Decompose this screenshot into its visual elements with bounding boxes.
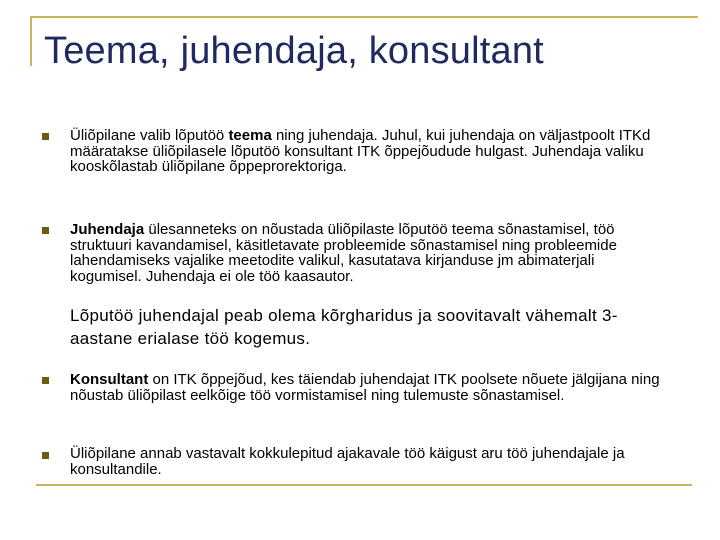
bullet-text-2: Juhendaja ülesanneteks on nõustada üliõpilaste lõputöö teema sõnastamisel, töö struktuuri kavandamisel, käsitletavate probleemide sõnastamisel ning probleemide lahendamiseks vajalike meetodite valikul, kasutatava kirjanduse jm abimaterjali kogumisel. Juhendaja ei ole töö kaasautor. bbox=[70, 221, 617, 285]
bullet-text-3: Konsultant on ITK õppejõud, kes täiendab juhendajat ITK poolsete nõuete jälgijana ning nõustab üliõpilast eelkõige töö vormistamisel ning tulemuste sõnastamisel. bbox=[70, 371, 660, 404]
slide-frame-left bbox=[30, 16, 32, 66]
bullet-text-1: Üliõpilane valib lõputöö teema ning juhendaja. Juhul, kui juhendaja on väljastpoolt ITKd määratakse üliõpilasele lõputöö konsultant ITK õppejõudude hulgast. Juhendaja valiku kooskõlastab üliõpilane õppeprorektoriga. bbox=[70, 127, 651, 175]
square-bullet-icon bbox=[42, 133, 49, 140]
slide-frame-top bbox=[30, 16, 698, 18]
slide-title: Teema, juhendaja, konsultant bbox=[44, 30, 544, 72]
bullet-continuation-text: Lõputöö juhendajal peab olema kõrgharidus ja soovitavalt vähemalt 3-aastane erialase töö kogemus. bbox=[70, 306, 618, 348]
square-bullet-icon bbox=[42, 452, 49, 459]
bullet-text-4: Üliõpilane annab vastavalt kokkulepitud ajakavale töö käigust aru töö juhendajale ja konsultandile. bbox=[70, 445, 625, 478]
slide-frame-bottom bbox=[36, 484, 692, 486]
square-bullet-icon bbox=[42, 227, 49, 234]
square-bullet-icon bbox=[42, 377, 49, 384]
